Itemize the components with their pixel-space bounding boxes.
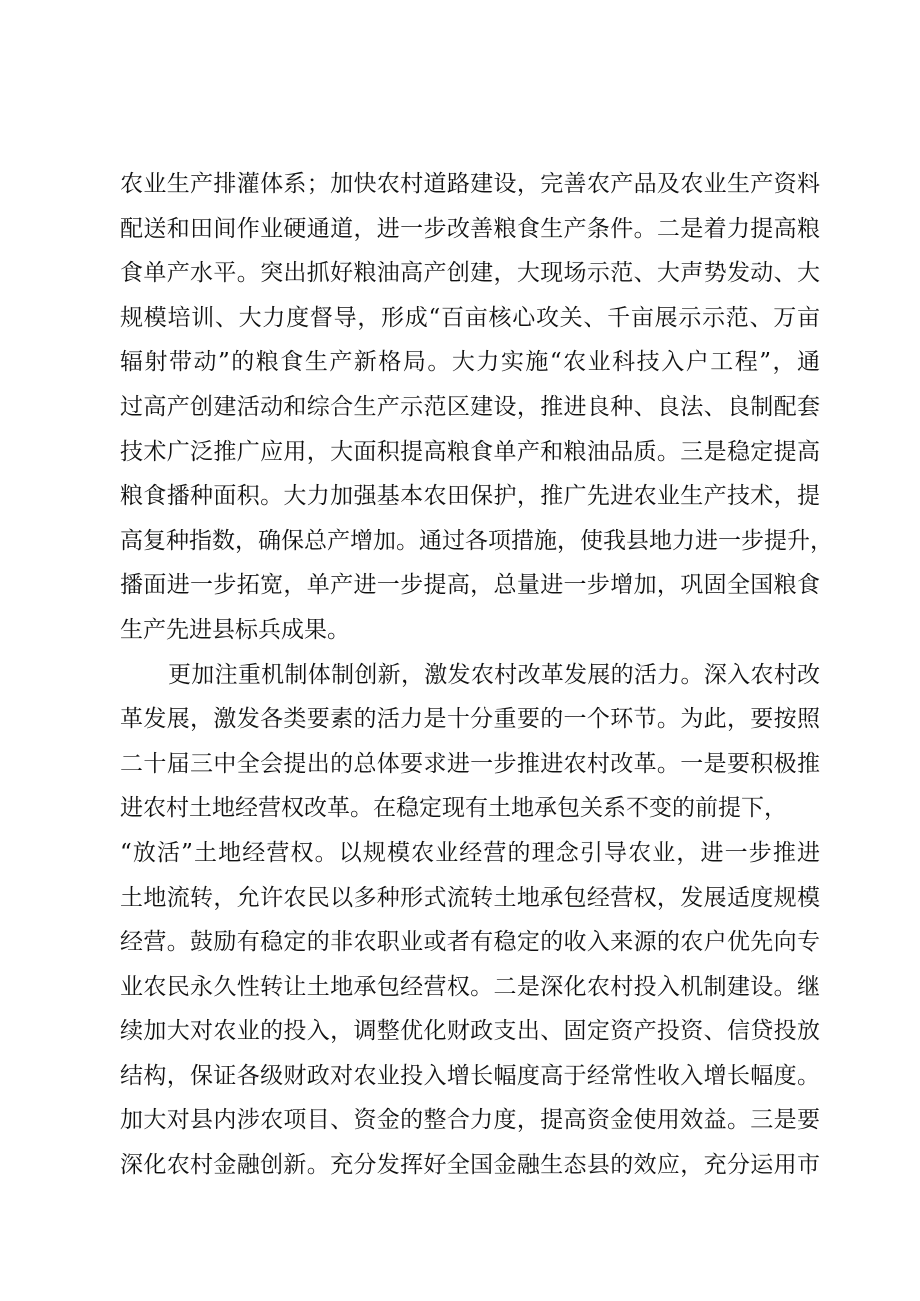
- text-line: 高复种指数，确保总产增加。通过各项措施，使我县地力进一步提升，: [120, 527, 833, 554]
- text-line: 业农民永久性转让土地承包经营权。二是深化农村投入机制建设。继: [120, 973, 820, 1000]
- text-line: 技术广泛推广应用，大面积提高粮食单产和粮油品质。三是稳定提高: [120, 438, 820, 465]
- text-line: 配送和田间作业硬通道，进一步改善粮食生产条件。二是着力提高粮: [120, 215, 820, 242]
- text-line: 生产先进县标兵成果。: [120, 616, 350, 643]
- text-line: 进农村土地经营权改革。在稳定现有土地承包关系不变的前提下，: [120, 795, 787, 822]
- text-line: 续加大对农业的投入，调整优化财政支出、固定资产投资、信贷投放: [120, 1018, 820, 1045]
- text-line: 结构，保证各级财政对农业投入增长幅度高于经常性收入增长幅度。: [120, 1062, 820, 1089]
- text-line: 播面进一步拓宽，单产进一步提高，总量进一步增加，巩固全国粮食: [120, 572, 820, 599]
- text-line: 辐射带动”的粮食生产新格局。大力实施“农业科技入户工程”，通: [120, 349, 820, 376]
- text-line: 土地流转，允许农民以多种形式流转土地承包经营权，发展适度规模: [120, 884, 820, 911]
- text-line: 规模培训、大力度督导，形成“百亩核心攻关、千亩展示示范、万亩: [120, 304, 820, 331]
- text-line: 农业生产排灌体系；加快农村道路建设，完善农产品及农业生产资料: [120, 171, 820, 197]
- text-line: 加大对县内涉农项目、资金的整合力度，提高资金使用效益。三是要: [120, 1107, 820, 1134]
- text-line: 过高产创建活动和综合生产示范区建设，推进良种、良法、良制配套: [120, 393, 820, 420]
- text-line: “放活”土地经营权。以规模农业经营的理念引导农业，进一步推进: [120, 839, 820, 866]
- body-text: [120, 162, 833, 1188]
- text-line: 食单产水平。突出抓好粮油高产创建，大现场示范、大声势发动、大: [120, 260, 820, 287]
- text-line: 革发展，激发各类要素的活力是十分重要的一个环节。为此，要按照: [120, 706, 820, 733]
- text-line: 粮食播种面积。大力加强基本农田保护，推广先进农业生产技术，提: [120, 483, 820, 510]
- text-line: 二十届三中全会提出的总体要求进一步推进农村改革。一是要积极推: [120, 750, 820, 777]
- paragraph-start-line: 更加注重机制体制创新，激发农村改革发展的活力。深入农村改: [168, 661, 820, 688]
- text-line: 经营。鼓励有稳定的非农职业或者有稳定的收入来源的农户优先向专: [120, 929, 820, 956]
- text-line: 深化农村金融创新。充分发挥好全国金融生态县的效应，充分运用市: [120, 1152, 820, 1179]
